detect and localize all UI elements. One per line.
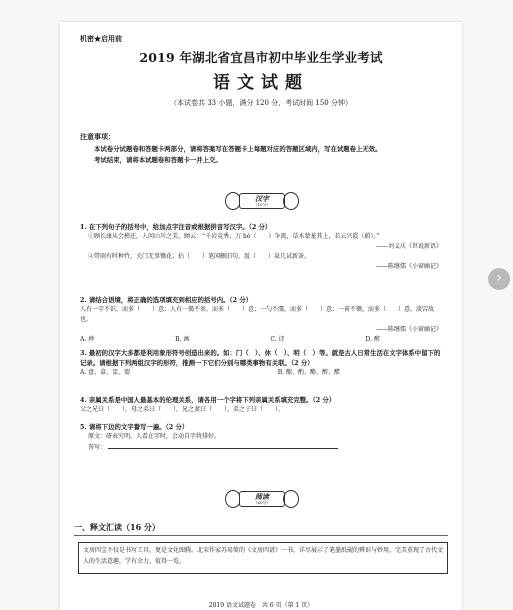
question-5 — [80, 422, 442, 453]
question-4 — [80, 395, 442, 415]
ornament-icon — [283, 192, 299, 210]
section-banner-reading — [225, 486, 297, 510]
question-1 — [80, 222, 442, 272]
option-c: C. 诗 — [270, 336, 285, 343]
question-3 — [80, 348, 442, 378]
question-1-a: ①顾长康从会稽还，人问山川之美，顾云：“千岩竞秀，万 hè（ ）争流，草木蒙茏其上，若云兴霞（蔚）。” — [88, 233, 380, 240]
question-5-head: 5. 请将下边的文字誊写一遍。（2 分） — [80, 423, 189, 431]
question-1-a-source: ——刘义庆《世说新语》 — [375, 243, 442, 250]
copy-answer-line — [108, 442, 338, 449]
question-1-head: 1. 在下列句子的括号中，给加点字注音或根据拼音写汉字。（2 分） — [80, 223, 272, 231]
exam-page — [60, 22, 462, 610]
subject-title: 语文试题 — [213, 73, 309, 93]
ornament-icon — [283, 490, 299, 508]
question-2 — [80, 295, 442, 345]
section-banner-hanzi — [225, 188, 297, 212]
confidential-mark: 机密★启用前 — [80, 34, 122, 43]
exam-title: 2019 年湖北省宜昌市初中毕业生学业考试 — [139, 50, 383, 65]
notice-heading: 注意事项： — [80, 132, 115, 141]
option-d: D. 醉 — [365, 336, 380, 343]
reading-passage: 文房四宝不仅是书写工具，更是文化图腾。北宋作家苏易简的《文房四谱》一书，详尽展示了笔墨纸砚的辨识与妙用，完美重现了古代文人的生活意趣，学有余力，值得一览。 — [78, 542, 448, 574]
chevron-right-icon: › — [496, 270, 502, 286]
section-1-title: 一、释文汇读（16 分） — [74, 522, 448, 536]
banner-points: （60分） — [253, 500, 271, 505]
copy-label: 誊写： — [88, 444, 107, 451]
question-2-head: 2. 请结合语境，将正确的选项填充到相应的括号内。（2 分） — [80, 296, 253, 304]
option-b: B. 画 — [175, 336, 190, 343]
question-2-text: 人有一字不识，而多（ ）意；人有一偈不参，而多（ ）意；一勺不濡，而多（ ）意；一荷不锄，而多（ ）意。淡宕故也。 — [80, 306, 435, 323]
question-4-head: 4. 亲属关系是中国人最基本的伦理关系，请各用一个字将下列亲属关系填充完整。（2 分） — [80, 396, 336, 404]
question-1-b: ②带雨有时种竹，关门无事锄花；拈（ ）笔闲删旧句，汲（ ）泉几试新茶。 — [88, 253, 311, 260]
question-1-b-source: ——陈继儒《小窗幽记》 — [375, 263, 442, 270]
question-3-head: 3. 最初的汉字大多都是利用象形符号创造出来的。如：门（ ）、休（ ）、明（ ）等。就是古人日常生活在文字体系中留下的记录。请根据下列两组汉字的形符，推测一下它们分别与哪类事物有关联。（2 分） — [80, 349, 441, 367]
question-3-options — [80, 368, 340, 378]
question-2-source: ——陈继儒《小窗幽记》 — [375, 326, 442, 333]
question-5-copy — [80, 442, 442, 453]
notice-line-1: 本试卷分试题卷和答题卡两部分，请将答案写在答题卡上每题对应的答题区域内，写在试题卷上无效。 — [94, 145, 382, 153]
exam-subtitle: （本试卷共 33 小题，满分 120 分，考试时间 150 分钟） — [170, 99, 352, 107]
question-2-options — [80, 335, 380, 345]
question-4-text: 父之兄曰（ ），母之弟曰（ ），兄之妻曰（ ），弟之子曰（ ）。 — [80, 406, 285, 413]
notice-body — [80, 144, 442, 166]
option-b: B. 酿、酌、酪、醉、醋 — [277, 369, 340, 376]
banner-label: 汉字 — [255, 194, 269, 203]
option-a: A. 盘、盒、盅、盟 — [80, 369, 131, 376]
next-page-button[interactable] — [488, 268, 510, 290]
notice-line-2: 考试结束，请将本试题卷和答题卡一并上交。 — [94, 156, 222, 164]
banner-points: （10分） — [253, 202, 271, 207]
question-5-original: 原文：研表究明，人看在字时，会动自字将排好。 — [88, 433, 221, 440]
option-a: A. 禅 — [80, 336, 95, 343]
banner-label: 阅读 — [255, 492, 269, 501]
page-footer: 2019 语文试题卷 共 6 页（第 1 页） — [208, 602, 314, 609]
